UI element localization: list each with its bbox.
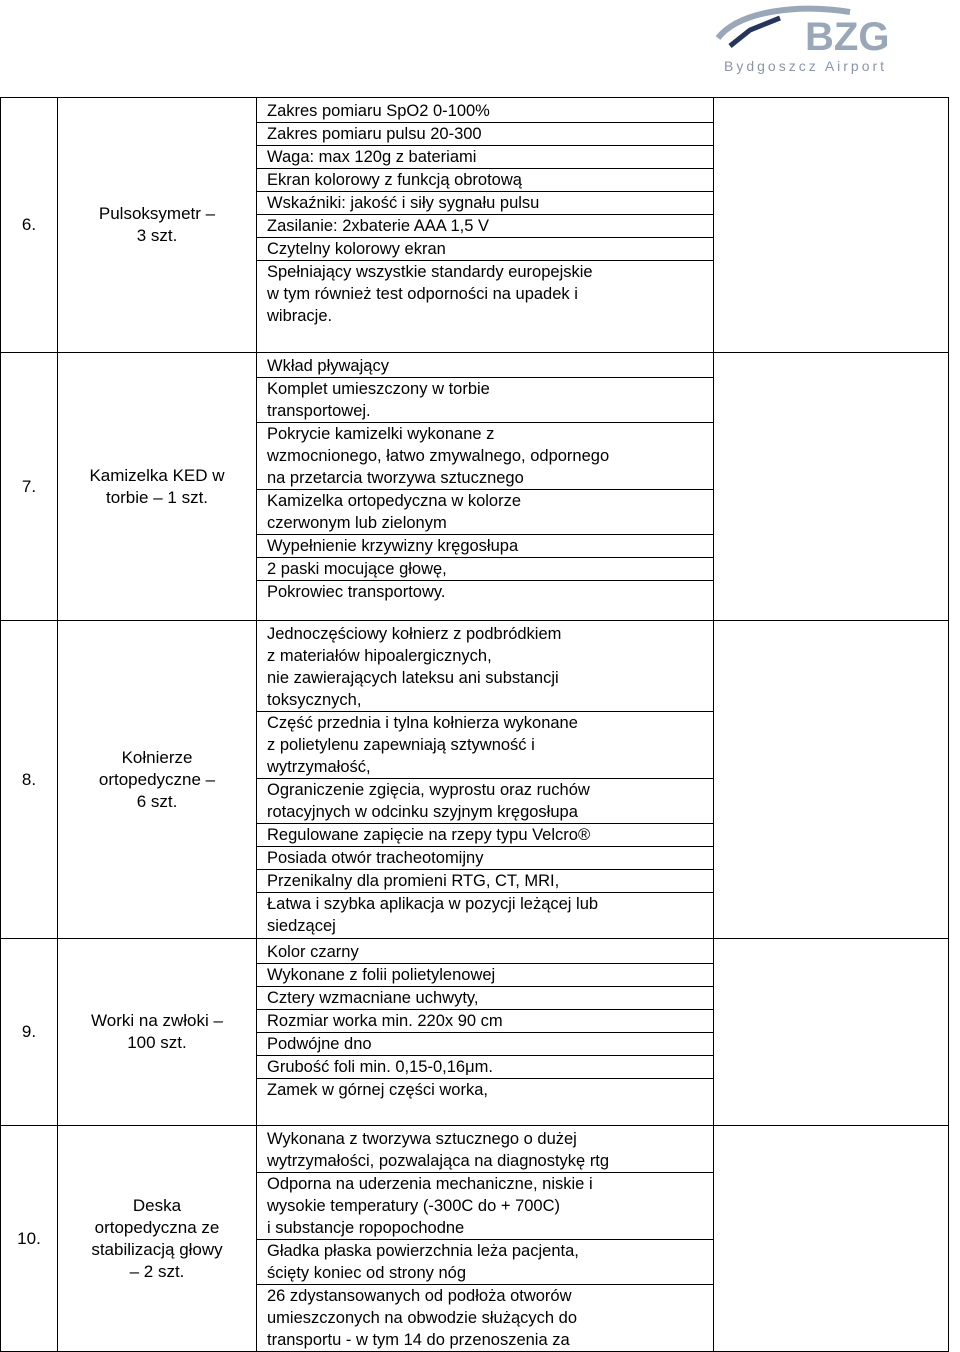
spec-line: Część przednia i tylna kołnierza wykonane (267, 714, 578, 732)
spec-entry (257, 100, 713, 123)
spec-entry (257, 712, 713, 779)
spec-line: wzmocnionego, łatwo zmywalnego, odpornego (267, 447, 610, 465)
spec-line: w tym również test odporności na upadek i (267, 285, 578, 303)
spec-entry (257, 824, 713, 847)
offer-cell (714, 621, 949, 939)
spec-line: i substancje ropopochodne (267, 1219, 465, 1237)
spec-line: Pokrycie kamizelki wykonane z (267, 425, 495, 443)
spec-line: Zakres pomiaru SpO2 0-100% (267, 102, 490, 120)
spec-line: wibracje. (267, 307, 333, 325)
spec-line: Podwójne dno (267, 1035, 372, 1053)
spec-line: z materiałów hipoalergicznych, (267, 647, 492, 665)
spec-line: Wkład pływający (267, 357, 389, 375)
spec-line: Czytelny kolorowy ekran (267, 240, 446, 258)
logo-caption: Bydgoszcz Airport (724, 58, 888, 74)
spec-entry (257, 423, 713, 490)
spec-entry (257, 779, 713, 824)
spec-entry (257, 1079, 713, 1101)
spec-entry (257, 558, 713, 581)
spec-line: ścięty koniec od strony nóg (267, 1264, 467, 1282)
spec-line: Gładka płaska powierzchnia leża pacjenta, (267, 1242, 579, 1260)
item-name-line: torbie – 1 szt. (105, 487, 209, 507)
table-row (1, 98, 949, 353)
spec-line: Ekran kolorowy z funkcją obrotową (267, 171, 522, 189)
offer-cell (714, 98, 949, 353)
item-name-line: Deska (132, 1195, 182, 1215)
spec-entry (257, 378, 713, 423)
item-name-line: – 2 szt. (129, 1261, 185, 1281)
spec-entry (257, 847, 713, 870)
item-name-line: ortopedyczna ze (94, 1217, 220, 1237)
item-name-line: ortopedyczne – (98, 769, 216, 789)
item-specification (257, 939, 714, 1126)
spec-line: 26 zdystansowanych od podłoża otworów (267, 1287, 572, 1305)
spec-line: Przenikalny dla promieni RTG, CT, MRI, (267, 872, 560, 890)
spec-line: Zakres pomiaru pulsu 20-300 (267, 125, 482, 143)
item-specification (257, 98, 714, 353)
table-row (1, 621, 949, 939)
spec-line: umieszczonych na obwodzie służących do (267, 1309, 577, 1327)
spec-line: wytrzymałość, (267, 758, 371, 776)
spec-line: Posiada otwór tracheotomijny (267, 849, 484, 867)
spec-line: na przetarcia tworzywa sztucznego (267, 469, 524, 487)
table-row (1, 1126, 949, 1352)
spec-line: Wypełnienie krzywizny kręgosłupa (267, 537, 519, 555)
spec-line: Rozmiar worka min. 220x 90 cm (267, 1012, 503, 1030)
spec-entry (257, 169, 713, 192)
spec-entry (257, 1010, 713, 1033)
spec-entry (257, 123, 713, 146)
item-name-line: 100 szt. (127, 1033, 187, 1052)
item-name-line: 3 szt. (136, 226, 178, 245)
spec-line: Regulowane zapięcie na rzepy typu Velcro® (267, 826, 591, 844)
spec-entry (257, 490, 713, 535)
spec-line: transportowej. (267, 402, 371, 420)
spec-entry (257, 1056, 713, 1079)
offer-cell (714, 939, 949, 1126)
item-name (58, 1126, 257, 1352)
spec-entry (257, 215, 713, 238)
spec-line: Grubość foli min. 0,15-0,16μm. (267, 1058, 493, 1076)
spec-line: Pokrowiec transportowy. (267, 583, 446, 601)
table-row (1, 353, 949, 621)
spec-entry (257, 893, 713, 937)
spec-entry (257, 1033, 713, 1056)
item-name-line: Kamizelka KED w (89, 465, 225, 485)
spec-entry (257, 1173, 713, 1240)
spec-line: Jednoczęściowy kołnierz z podbródkiem (267, 625, 562, 643)
item-name-line: Kołnierze (121, 747, 193, 767)
item-specification (257, 1126, 714, 1352)
spec-line: Wykonana z tworzywa sztucznego o dużej (267, 1130, 577, 1148)
item-name (58, 353, 257, 621)
item-name-line: stabilizacją głowy (91, 1239, 223, 1259)
svg-text:BZG: BZG (805, 15, 890, 59)
spec-line: wysokie temperatury (-300C do + 700C) (267, 1197, 561, 1215)
spec-entry (257, 623, 713, 712)
spec-line: Komplet umieszczony w torbie (267, 380, 490, 398)
spec-line: rotacyjnych w odcinku szyjnym kręgosłupa (267, 803, 578, 821)
spec-entry (257, 355, 713, 378)
item-name-line: Worki na zwłoki – (91, 1011, 223, 1030)
item-number: 10. (1, 1126, 58, 1352)
spec-entry (257, 941, 713, 964)
spec-line: toksycznych, (267, 691, 362, 709)
spec-entry (257, 535, 713, 558)
spec-line: Spełniający wszystkie standardy europejskie (267, 263, 593, 281)
offer-cell (714, 1126, 949, 1352)
spec-entry (257, 192, 713, 215)
spec-entry (257, 1128, 713, 1173)
spec-entry (257, 261, 713, 327)
offer-cell (714, 353, 949, 621)
spec-line: nie zawierających lateksu ani substancji (267, 669, 559, 687)
spec-line: czerwonym lub zielonym (267, 514, 447, 532)
spec-entry (257, 964, 713, 987)
spec-line: transportu - w tym 14 do przenoszenia za (267, 1331, 570, 1349)
specification-table (0, 97, 949, 1352)
item-number: 7. (1, 353, 58, 621)
item-name-line: Pulsoksymetr – (98, 204, 216, 223)
item-number: 8. (1, 621, 58, 939)
item-specification (257, 621, 714, 939)
item-number: 6. (1, 98, 58, 353)
spec-entry (257, 870, 713, 893)
spec-line: Zasilanie: 2xbaterie AAA 1,5 V (267, 217, 489, 235)
spec-line: Kamizelka ortopedyczna w kolorze (267, 492, 522, 510)
spec-entry (257, 1285, 713, 1351)
spec-entry (257, 581, 713, 603)
spec-entry (257, 146, 713, 169)
spec-line: Łatwa i szybka aplikacja w pozycji leżącej lub (267, 895, 599, 913)
spec-line: Odporna na uderzenia mechaniczne, niskie i (267, 1175, 593, 1193)
item-name (58, 621, 257, 939)
table-row (1, 939, 949, 1126)
spec-entry (257, 987, 713, 1010)
spec-entry (257, 238, 713, 261)
spec-line: Wskaźniki: jakość i siły sygnału pulsu (267, 194, 540, 212)
spec-entry (257, 1240, 713, 1285)
spec-line: Zamek w górnej części worka, (267, 1081, 488, 1099)
spec-line: Ograniczenie zgięcia, wyprostu oraz ruchów (267, 781, 590, 799)
spec-line: Wykonane z folii polietylenowej (267, 966, 496, 984)
item-number: 9. (1, 939, 58, 1126)
spec-line: Waga: max 120g z bateriami (267, 148, 477, 166)
spec-line: 2 paski mocujące głowę, (267, 560, 447, 578)
item-specification (257, 353, 714, 621)
item-name (58, 98, 257, 353)
item-name (58, 939, 257, 1126)
item-name-line: 6 szt. (136, 791, 178, 811)
spec-line: z polietylenu zapewniają sztywność i (267, 736, 535, 754)
spec-line: Cztery wzmacniane uchwyty, (267, 989, 479, 1007)
spec-line: wytrzymałości, pozwalająca na diagnostykę rtg (267, 1152, 610, 1170)
spec-line: siedzącej (267, 917, 336, 935)
spec-line: Kolor czarny (267, 943, 359, 961)
